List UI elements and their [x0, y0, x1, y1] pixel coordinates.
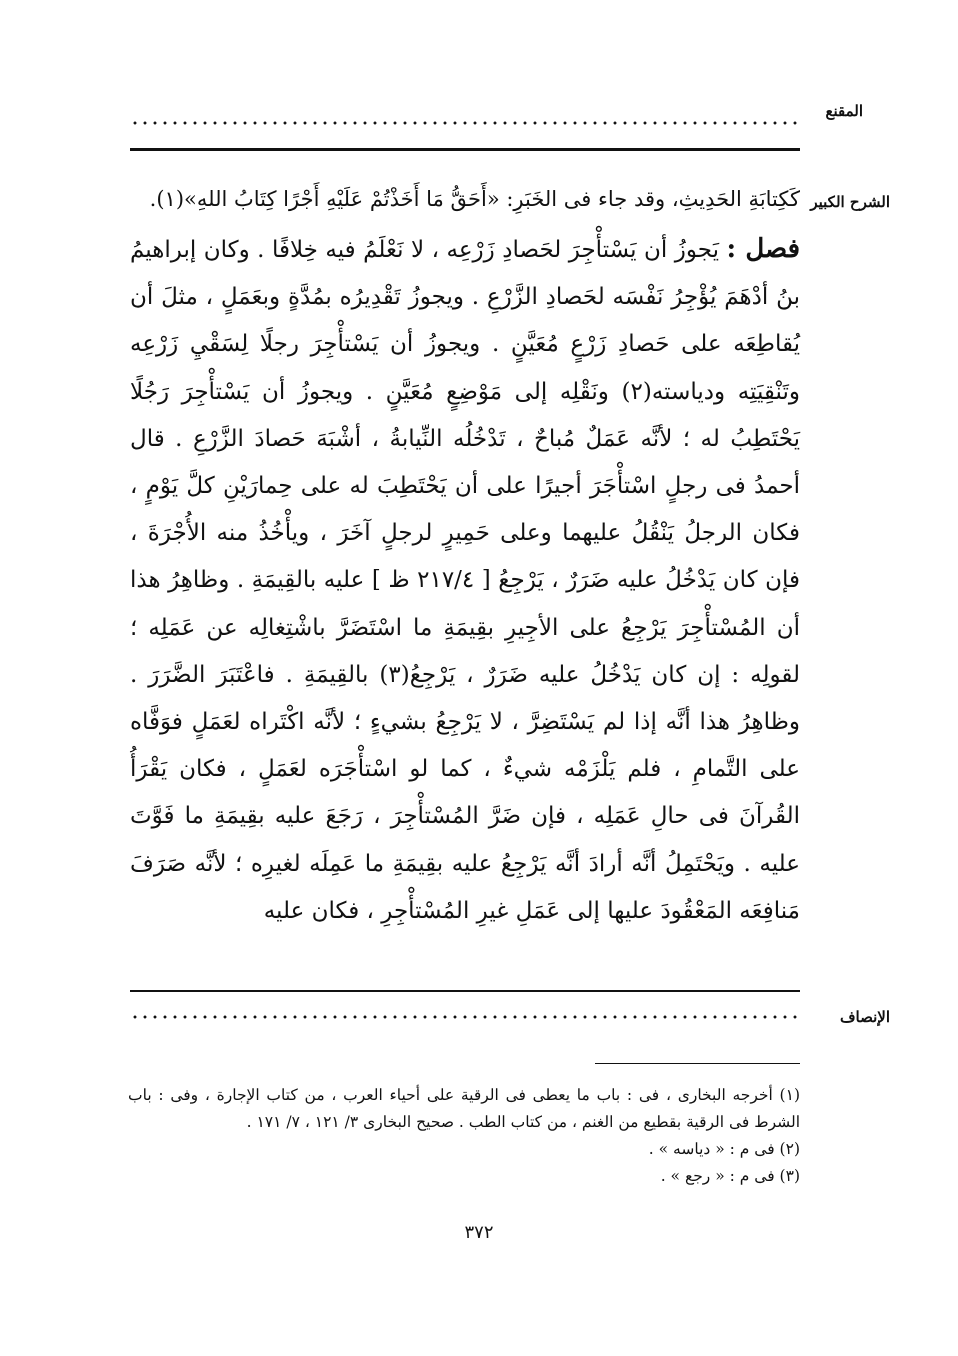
footnote-3: (٣) فى م : « رجع » . — [660, 1167, 800, 1185]
paragraph — [130, 226, 800, 935]
main-text — [130, 178, 800, 935]
footnote-rule — [595, 1063, 800, 1064]
section-label-sharh: الشرح الكبير — [810, 193, 890, 211]
section-label-muqni: المقنع — [825, 102, 863, 120]
footnotes — [128, 1082, 800, 1190]
footnote-2: (٢) فى م : « دياسه » . — [648, 1140, 800, 1158]
page-number: ٣٧٢ — [464, 1222, 494, 1243]
opening-line: كَكِتابَةِ الحَدِيثِ، وقد جاء فى الخَبَرِ: «أَحَقُّ مَا أَخَذْتُمْ عَلَيْهِ أَجْرًا كِتَابُ اللهِ»(١). — [149, 187, 800, 211]
paragraph-text: يَجوزُ أن يَسْتأْجِرَ لحَصادِ زَرْعِه ، لا نَعْلَمُ فيه خِلافًا . وكان إبراهيمُ بنُ أدْهَمَ يُؤْجِرُ نَفْسَه لحَصادِ الزَّرْعِ . ويجوزُ تَقْدِيرُه بمُدَّةٍ وبعَمَلٍ ، مثلَ أن يُقاطِعَه على حَصادِ زَرْعٍ مُعَيَّنٍ . ويجوزُ أن يَسْتأْجِرَ رجلًا لِسَقْيِ زَرْعِه وتَنْقِيَتِه ودياسته(٢) ونَقْلِه إلى مَوْضِعٍ مُعَيَّنٍ . ويجوزُ أن يَسْتأْجِرَ رَجُلًا يَحْتَطِبُ له ؛ لأنَّه عَمَلٌ مُباحٌ ، تَدْخُلُه النِّيابةُ ، أشْبَهَ حَصادَ الزَّرْعِ . قال أحمدُ فى رجلٍ اسْتأْجَرَ أجيرًا على أن يَحْتَطِبَ له على حِمارَيْنِ كلَّ يَوْمٍ ، فكان الرجلُ يَنْقُلُ عليهما وعلى حَمِيرٍ لرجلٍ آخَرَ ، ويأْخُذُ منه الأُجْرَةَ ، فإن كان يَدْخُلُ عليه ضَرَرٌ ، يَرْجِعُ [ ٢١٧/٤ ظ ] عليه بالقِيمَةِ . وظاهِرُ هذا أن المُسْتأْجِرَ يَرْجِعُ على الأجِيرِ بقِيمَةِ ما اسْتَضَرَّ باشْتِغالِه عن عَمَلِه ؛ لقولِه : إن كان يَدْخُلُ عليه ضَرَرٌ ، يَرْجِعُ(٣) بالقِيمَةِ . فاعْتَبَرَ الضَّرَرَ . وظاهِرُ هذا أنَّه إذا لم يَسْتَضِرَّ ، لا يَرْجِعُ بشيءٍ ؛ لأنَّه اكْتَراه لعَمَلٍ فوَفَّاه على التَّمامِ ، فلم يَلْزَمْه شيءٌ ، كما لو اسْتأْجَرَه لعَمَلٍ ، فكان يَقْرَأُ القُرآنَ فى حالِ عَمَلِه ، فإن ضَرَّ المُسْتأْجِرَ ، رَجَعَ عليه بقِيمَةِ ما فَوَّتَ عليه . ويَحْتَمِلُ أنَّه أرادَ أنَّه يَرْجِعُ عليه بقِيمَةِ ما عَمِلَه لغيرِه ؛ لأنَّه صَرَفَ مَنافِعَه المَعْقُودَ عليها إلى عَمَلِ غيرِ المُسْتأْجِرِ ، فكان عليه — [130, 237, 800, 924]
dotted-separator-bottom — [130, 1015, 800, 1019]
thin-rule — [130, 990, 800, 992]
thick-rule — [130, 148, 800, 151]
footnote-1: (١) أخرجه البخارى ، فى : باب ما يعطى فى الرقية على أحياء العرب ، من كتاب الإجارة ، وفى : باب الشرط فى الرقية بقطيع من الغنم ، من كتاب الطب . صحيح البخارى ٣/ ١٢١ ، ٧/ ١٧١ . — [128, 1086, 800, 1131]
dotted-separator-top — [130, 121, 800, 125]
fasl-heading: فصل : — [726, 234, 800, 264]
section-label-insaf: الإنصاف — [839, 1008, 890, 1026]
